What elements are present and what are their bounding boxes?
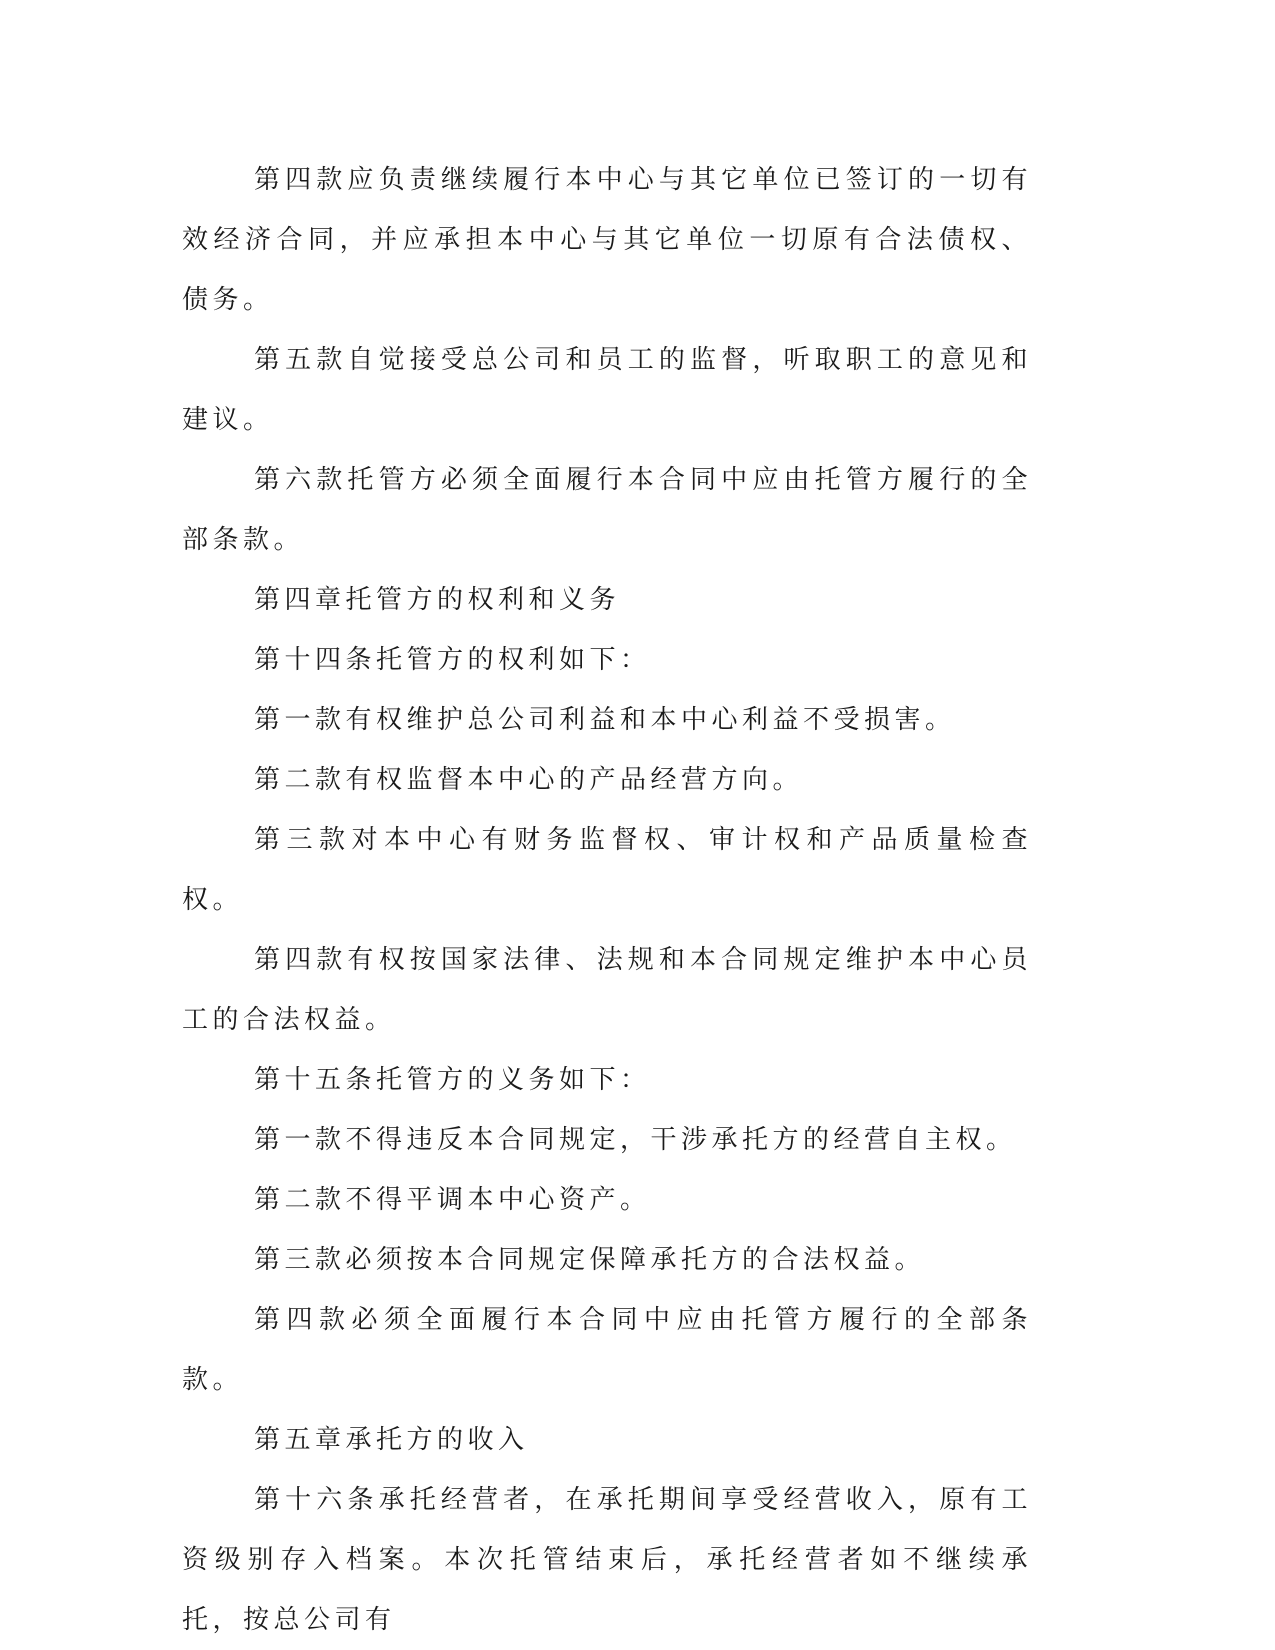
- paragraph-right-3: 第三款对本中心有财务监督权、审计权和产品质量检查权。: [182, 825, 1032, 915]
- document-page: [182, 150, 1032, 1650]
- paragraph-duty-4: 第四款必须全面履行本合同中应由托管方履行的全部条款。: [182, 1305, 1032, 1395]
- paragraph-duty-3: 第三款必须按本合同规定保障承托方的合法权益。: [254, 1245, 926, 1275]
- paragraph-right-2: 第二款有权监督本中心的产品经营方向。: [254, 765, 804, 795]
- paragraph-right-1: 第一款有权维护总公司利益和本中心利益不受损害。: [254, 705, 956, 735]
- article-15-heading: 第十五条托管方的义务如下：: [254, 1065, 651, 1095]
- article-16-paragraph: 第十六条承托经营者，在承托期间享受经营收入，原有工资级别存入档案。本次托管结束后，承托经营者如不继续承托，按总公司有: [182, 1485, 1032, 1635]
- paragraph-clause-5-supervision: 第五款自觉接受总公司和员工的监督，听取职工的意见和建议。: [182, 345, 1032, 435]
- paragraph-clause-6-obligations: 第六款托管方必须全面履行本合同中应由托管方履行的全部条款。: [182, 465, 1032, 555]
- chapter-heading-5: 第五章承托方的收入: [254, 1425, 529, 1455]
- paragraph-duty-2: 第二款不得平调本中心资产。: [254, 1185, 651, 1215]
- article-14-heading: 第十四条托管方的权利如下：: [254, 645, 651, 675]
- chapter-heading-4: 第四章托管方的权利和义务: [254, 585, 621, 615]
- paragraph-right-4: 第四款有权按国家法律、法规和本合同规定维护本中心员工的合法权益。: [182, 945, 1032, 1035]
- paragraph-duty-1: 第一款不得违反本合同规定，干涉承托方的经营自主权。: [254, 1125, 1017, 1155]
- paragraph-clause-4-contracts: 第四款应负责继续履行本中心与其它单位已签订的一切有效经济合同，并应承担本中心与其它单位一切原有合法债权、债务。: [182, 165, 1032, 315]
